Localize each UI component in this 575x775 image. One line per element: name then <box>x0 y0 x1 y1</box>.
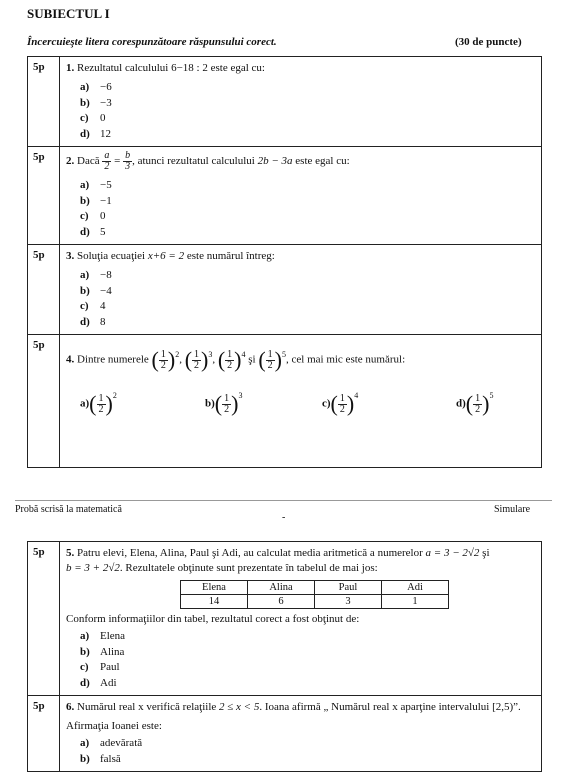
table-header: Elena <box>181 581 248 595</box>
table-cell: 14 <box>181 595 248 609</box>
table-cell: 3 <box>315 595 382 609</box>
math-expression: 2b − 3a <box>257 155 293 168</box>
option-b[interactable]: b) −3 <box>80 96 112 109</box>
option-b[interactable]: b) −1 <box>80 194 112 207</box>
question-6-prompt: Afirmaţia Ioanei este: <box>66 720 162 732</box>
page-title: SUBIECTUL I <box>27 6 110 21</box>
question-4-text: 4. Dintre numerele ( $\frac{1}{2}$ )$^2$, ( $\frac{1}{2}$ )$^3$, ( $\frac{1}{2}$ )$^4$ şi ( $\frac{1}{2}$ )$^5$, cel mai mic este numărul: <box>66 347 406 372</box>
question-5-text: 5. Patru elevi, Elena, Alina, Paul şi Adi, au calculat media aritmetică a numerelor a = 3 − 2√2 şi b = 3 + 2√2. Rezultatele obţinute sunt prezentate în tabelul de mai jos: <box>66 547 490 574</box>
question-2-text: 2. Dacă $\frac{a}{2}$ = $\frac{b}{3}$ , atunci rezultatul calculului 2b − 3a este egal cu: <box>66 150 350 172</box>
question-1-row <box>28 57 542 147</box>
math-expression: x+6 = 2 <box>147 250 185 262</box>
table-header: Alina <box>248 581 315 595</box>
option-d[interactable]: d)( $\frac{1}{2}$ )$^5$ <box>456 391 494 416</box>
option-a[interactable]: a) Elena <box>80 630 126 642</box>
power-expression: ( $\frac{1}{2}$ )$^5$ <box>258 347 286 372</box>
question-3-row <box>28 245 542 335</box>
option-c[interactable]: c) Paul <box>80 661 120 673</box>
math-expression: b = 3 + 2√2 <box>66 562 120 574</box>
question-1-text <box>66 61 535 76</box>
question-number: 4. <box>66 353 75 366</box>
question-6-row <box>28 696 542 772</box>
question-4-row <box>28 335 542 468</box>
option-a[interactable]: a) −6 <box>80 81 112 93</box>
option-c[interactable]: c) 0 <box>80 210 106 222</box>
option-c[interactable]: c) 0 <box>80 112 106 124</box>
footer-divider <box>15 500 552 501</box>
questions-table-2 <box>27 541 542 772</box>
math-expression: a = 3 − 2√2 <box>425 547 480 559</box>
score-label: 5p <box>28 542 60 696</box>
option-a[interactable]: a) adevărată <box>80 737 143 749</box>
math-expression: [2,5) <box>492 701 514 713</box>
option-a[interactable]: a) −8 <box>80 269 112 281</box>
table-header: Adi <box>382 581 449 595</box>
option-d[interactable]: d) 12 <box>80 127 111 140</box>
option-b[interactable]: b) Alina <box>80 645 125 658</box>
power-expression: ( $\frac{1}{2}$ )$^3$ <box>184 347 213 372</box>
question-5-prompt: Conform informaţiilor din tabel, rezultatul corect a fost obţinut de: <box>66 613 360 625</box>
table-cell: 1 <box>382 595 449 609</box>
question-number: 2. <box>66 155 75 168</box>
option-c[interactable]: c) 4 <box>80 300 106 312</box>
question-4-options <box>66 393 535 443</box>
option-b[interactable]: b) −4 <box>80 284 112 297</box>
fraction: $\frac{b}{3}$ <box>125 150 131 172</box>
option-b[interactable]: b)( $\frac{1}{2}$ )$^3$ <box>205 391 243 416</box>
option-d[interactable]: d) 5 <box>80 225 106 238</box>
results-table <box>180 580 449 609</box>
total-points: (30 de puncte) <box>455 36 522 48</box>
math-expression: 2 ≤ x < 5 <box>219 701 260 713</box>
table-cell: 6 <box>248 595 315 609</box>
questions-table-1 <box>27 56 542 468</box>
option-b[interactable]: b) falsă <box>80 752 121 765</box>
option-c[interactable]: c)( $\frac{1}{2}$ )$^4$ <box>322 391 359 416</box>
score-label: 5p <box>28 147 60 245</box>
option-a[interactable]: a) −5 <box>80 179 112 191</box>
question-number: 6. <box>66 701 75 713</box>
footer-simulation-label: Simulare <box>494 504 531 515</box>
option-a[interactable]: a)( $\frac{1}{2}$ )$^2$ <box>80 391 117 416</box>
score-label: 5p <box>28 57 60 147</box>
question-text: este egal cu: <box>210 62 265 74</box>
question-5-row <box>28 542 542 696</box>
question-2-row <box>28 147 542 245</box>
power-expression: ( $\frac{1}{2}$ )$^4$ <box>217 347 246 372</box>
power-expression: ( $\frac{1}{2}$ )$^2$ <box>151 347 180 372</box>
question-number: 5. <box>66 547 75 559</box>
score-label: 5p <box>28 245 60 335</box>
score-label: 5p <box>28 696 60 772</box>
footer-exam-label: Probă scrisă la matematică <box>15 504 122 515</box>
instruction-text: Încercuieşte litera corespunzătoare răspunsului corect. <box>27 36 277 48</box>
option-d[interactable]: d) Adi <box>80 676 117 689</box>
score-label: 5p <box>28 335 60 468</box>
question-6-text: 6. Numărul real x verifică relaţiile 2 ≤ x < 5. Ioana afirmă „ Numărul real x aparţine intervalului [2,5)”. <box>66 701 521 713</box>
option-d[interactable]: d) 8 <box>80 315 106 328</box>
question-3-text: 3. Soluţia ecuaţiei x+6 = 2 este numărul întreg: <box>66 250 275 262</box>
question-text: Rezultatul calculului <box>77 62 169 74</box>
fraction: $\frac{a}{2}$ <box>104 150 110 172</box>
table-header: Paul <box>315 581 382 595</box>
math-expression: 6−18 : 2 <box>171 62 208 74</box>
question-number: 3. <box>66 250 75 262</box>
question-number: 1. <box>66 62 75 74</box>
page-marker: - <box>282 512 286 523</box>
